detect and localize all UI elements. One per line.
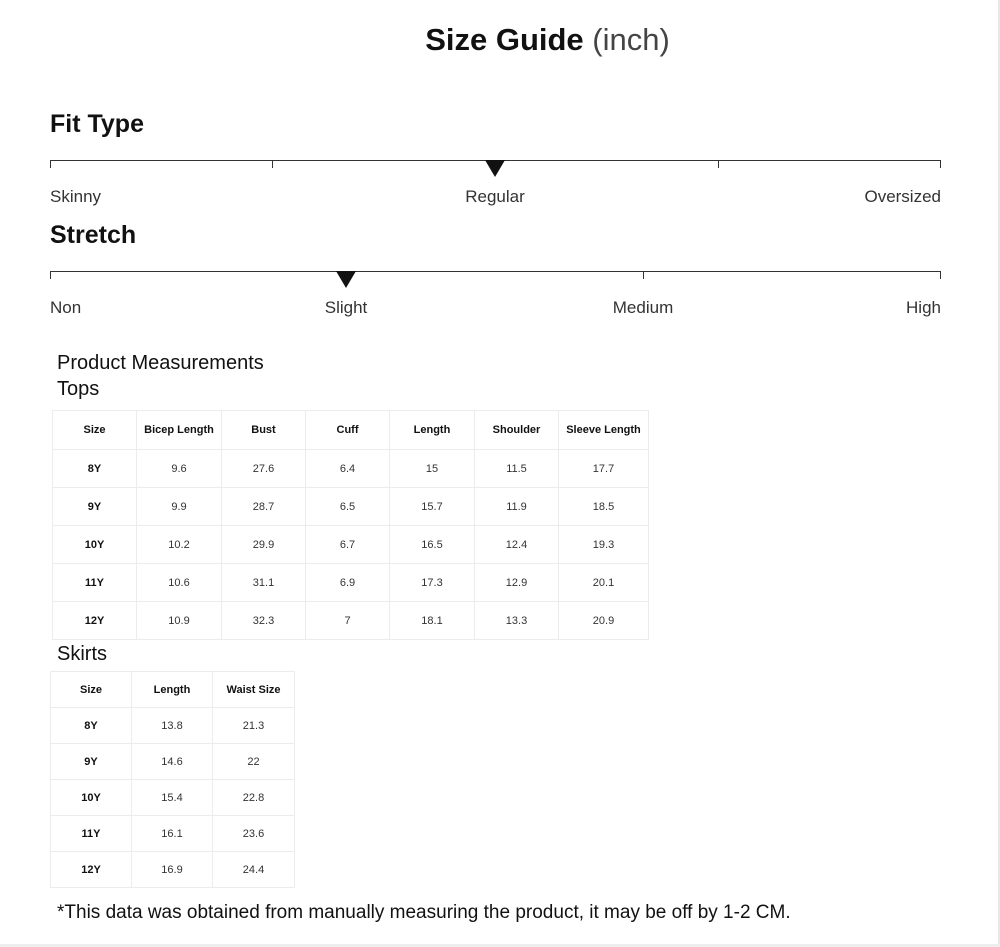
title-unit: (inch) <box>592 22 670 57</box>
table-cell: 23.6 <box>213 816 295 852</box>
table-cell: 22 <box>213 744 295 780</box>
table-cell: 13.8 <box>132 708 213 744</box>
table-cell: 22.8 <box>213 780 295 816</box>
fit-type-tick <box>718 160 719 168</box>
fit-type-tick <box>940 160 941 168</box>
table-cell: 10.2 <box>137 526 222 564</box>
table-cell: 16.9 <box>132 852 213 888</box>
table-row <box>53 526 649 564</box>
table-cell: 9.6 <box>137 450 222 488</box>
table-row <box>51 852 295 888</box>
stretch-label-slight: Slight <box>324 298 368 317</box>
column-header: Cuff <box>306 411 390 450</box>
table-cell: 15.7 <box>390 488 475 526</box>
stretch-label-medium: Medium <box>612 298 674 317</box>
table-cell: 20.1 <box>559 564 649 602</box>
page-title <box>0 22 1000 58</box>
column-header: Bust <box>222 411 306 450</box>
table-cell: 9.9 <box>137 488 222 526</box>
table-cell: 18.5 <box>559 488 649 526</box>
table-row <box>53 602 649 640</box>
stretch-tick <box>643 271 644 279</box>
column-header: Sleeve Length <box>559 411 649 450</box>
fit-type-label-skinny: Skinny <box>50 187 102 206</box>
size-cell: 9Y <box>53 488 137 526</box>
stretch-heading: Stretch <box>50 221 137 249</box>
table-cell: 32.3 <box>222 602 306 640</box>
stretch-scale-line <box>50 271 941 272</box>
skirts-table <box>50 671 295 888</box>
stretch-label-non: Non <box>50 298 82 317</box>
table-cell: 28.7 <box>222 488 306 526</box>
skirts-header-row <box>51 672 295 708</box>
table-row <box>53 564 649 602</box>
column-header: Size <box>53 411 137 450</box>
table-cell: 24.4 <box>213 852 295 888</box>
fit-type-tick <box>272 160 273 168</box>
fit-type-label-regular: Regular <box>465 187 525 206</box>
fit-type-label-oversized: Oversized <box>864 187 941 206</box>
size-cell: 8Y <box>51 708 132 744</box>
table-cell: 11.5 <box>475 450 559 488</box>
table-cell: 21.3 <box>213 708 295 744</box>
size-cell: 12Y <box>53 602 137 640</box>
table-cell: 10.9 <box>137 602 222 640</box>
size-cell: 12Y <box>51 852 132 888</box>
table-cell: 17.3 <box>390 564 475 602</box>
tops-header-row <box>53 411 649 450</box>
title-main: Size Guide <box>425 22 584 57</box>
stretch-selected-marker <box>336 271 356 288</box>
table-cell: 10.6 <box>137 564 222 602</box>
size-cell: 10Y <box>51 780 132 816</box>
table-cell: 13.3 <box>475 602 559 640</box>
table-row <box>51 708 295 744</box>
table-cell: 31.1 <box>222 564 306 602</box>
tops-heading: Tops <box>57 378 100 400</box>
table-row <box>51 780 295 816</box>
table-cell: 7 <box>306 602 390 640</box>
table-cell: 16.5 <box>390 526 475 564</box>
skirts-heading: Skirts <box>57 643 107 665</box>
column-header: Length <box>132 672 213 708</box>
table-cell: 15 <box>390 450 475 488</box>
table-cell: 6.5 <box>306 488 390 526</box>
table-row <box>53 450 649 488</box>
table-row <box>51 744 295 780</box>
table-cell: 6.9 <box>306 564 390 602</box>
column-header: Bicep Length <box>137 411 222 450</box>
size-cell: 11Y <box>53 564 137 602</box>
table-row <box>53 488 649 526</box>
table-cell: 14.6 <box>132 744 213 780</box>
column-header: Length <box>390 411 475 450</box>
table-cell: 12.4 <box>475 526 559 564</box>
size-cell: 10Y <box>53 526 137 564</box>
stretch-tick <box>50 271 51 279</box>
table-cell: 6.4 <box>306 450 390 488</box>
table-cell: 6.7 <box>306 526 390 564</box>
size-cell: 11Y <box>51 816 132 852</box>
fit-type-scale <box>50 160 941 220</box>
column-header: Shoulder <box>475 411 559 450</box>
table-cell: 11.9 <box>475 488 559 526</box>
table-cell: 19.3 <box>559 526 649 564</box>
table-row <box>51 816 295 852</box>
table-cell: 17.7 <box>559 450 649 488</box>
size-cell: 8Y <box>53 450 137 488</box>
table-cell: 16.1 <box>132 816 213 852</box>
fit-type-selected-marker <box>485 160 505 177</box>
table-cell: 20.9 <box>559 602 649 640</box>
column-header: Size <box>51 672 132 708</box>
fit-type-heading: Fit Type <box>50 110 144 138</box>
table-cell: 29.9 <box>222 526 306 564</box>
stretch-tick <box>940 271 941 279</box>
table-cell: 12.9 <box>475 564 559 602</box>
table-cell: 27.6 <box>222 450 306 488</box>
stretch-scale <box>50 271 941 331</box>
measurement-disclaimer: *This data was obtained from manually measuring the product, it may be off by 1-2 CM. <box>57 902 791 923</box>
product-measurements-heading: Product Measurements <box>57 352 264 374</box>
column-header: Waist Size <box>213 672 295 708</box>
stretch-label-high: High <box>906 298 941 317</box>
tops-table <box>52 410 649 640</box>
table-cell: 15.4 <box>132 780 213 816</box>
size-cell: 9Y <box>51 744 132 780</box>
table-cell: 18.1 <box>390 602 475 640</box>
fit-type-tick <box>50 160 51 168</box>
